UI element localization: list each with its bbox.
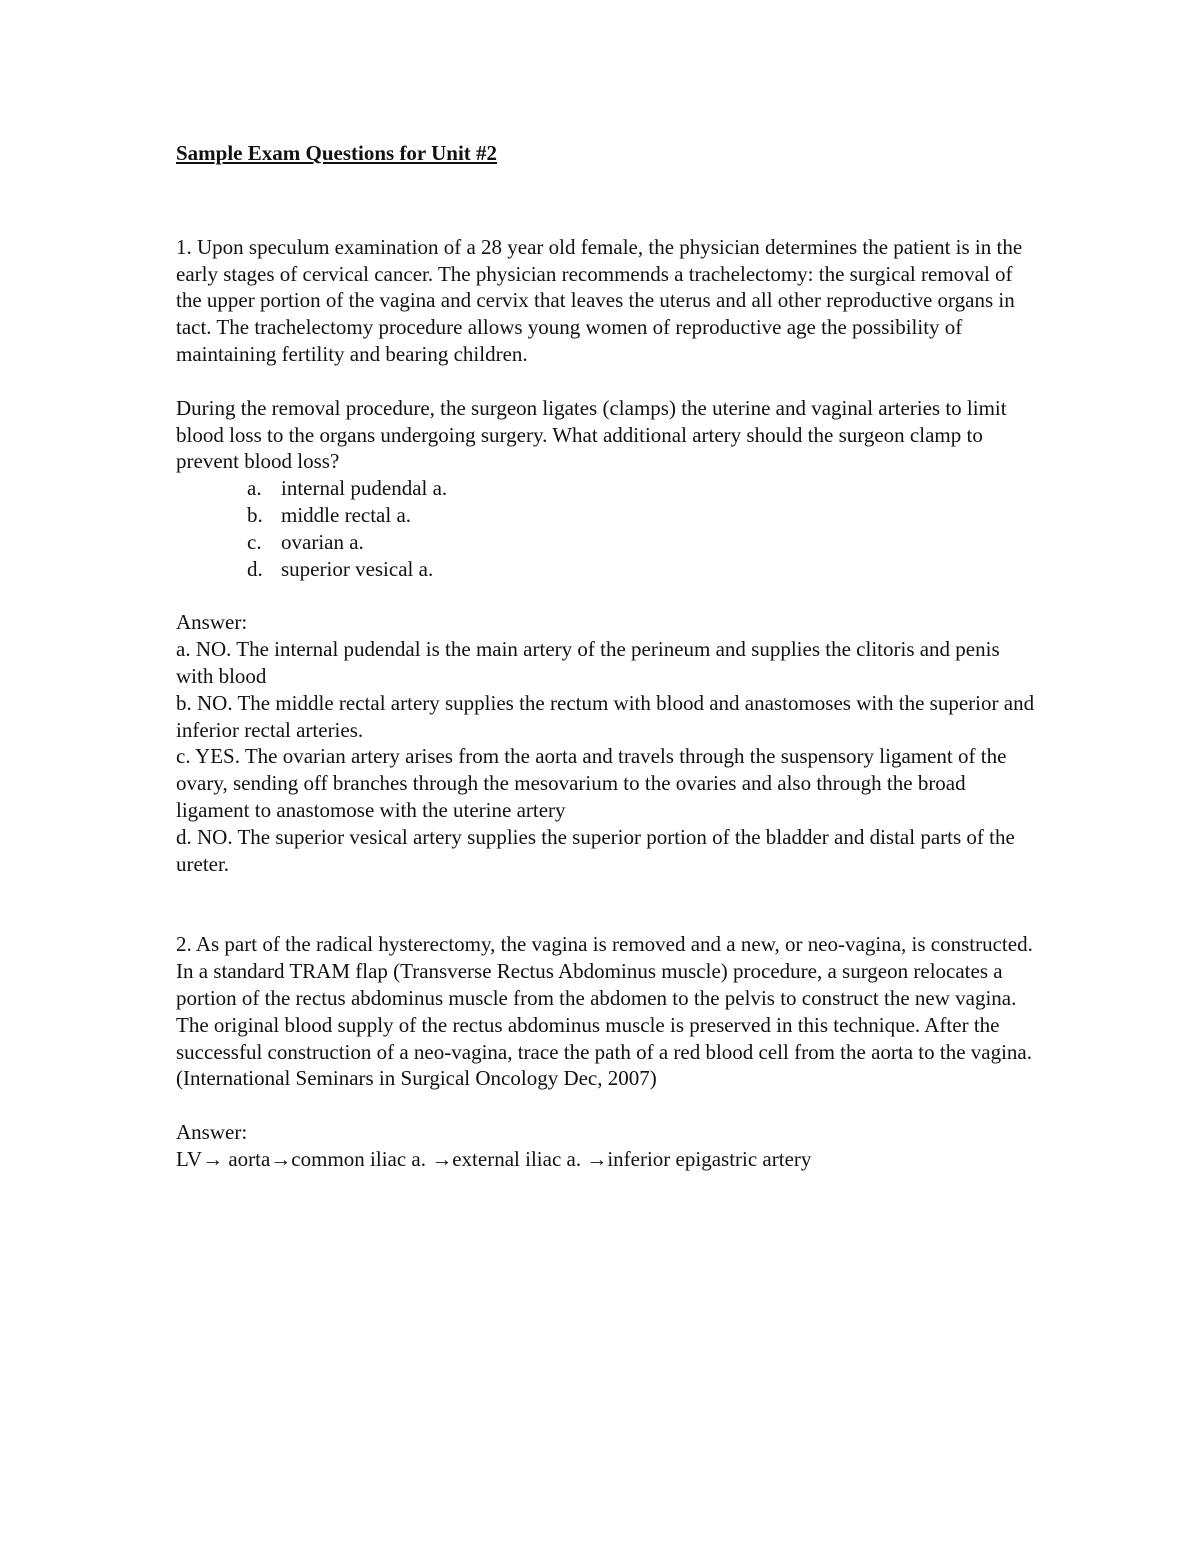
option-letter: d. <box>247 556 263 581</box>
spacer <box>176 368 1036 395</box>
document-title: Sample Exam Questions for Unit #2 <box>176 141 498 165</box>
option-text: superior vesical a. <box>281 556 434 581</box>
answer-c: c. YES. The ovarian artery arises from the aorta and travels through the suspensory ligament of the ovary, sending off branches through the mesovarium to the ovaries and also through the broad ligament to anastomose with the uterine artery <box>176 744 1007 822</box>
spacer <box>176 582 1036 609</box>
answer-b: b. NO. The middle rectal artery supplies the rectum with blood and anastomoses with the superior and inferior rectal arteries. <box>176 690 1035 742</box>
option-letter: b. <box>247 502 263 527</box>
option-letter: a. <box>247 476 262 501</box>
answer-label: Answer: <box>176 1120 248 1145</box>
question-1-options <box>176 475 1036 582</box>
answer-d: d. NO. The superior vesical artery supplies the superior portion of the bladder and distal parts of the ureter. <box>176 824 1015 876</box>
option-text: ovarian a. <box>281 529 364 554</box>
question-2-answer: LV→ aorta→common iliac a. →external iliac a. →inferior epigastric artery <box>176 1146 812 1171</box>
option-b <box>176 502 1036 529</box>
option-d <box>176 556 1036 583</box>
answer-label: Answer: <box>176 610 248 635</box>
option-text: middle rectal a. <box>281 502 412 527</box>
option-a <box>176 475 1036 502</box>
document-page <box>176 140 1036 1173</box>
option-letter: c. <box>247 529 262 554</box>
question-1-stem: 1. Upon speculum examination of a 28 year old female, the physician determines the patient is in the early stages of cervical cancer. The physician recommends a trachelectomy: the surgical removal of the upper portion of the vagina and cervix that leaves the uterus and all other reproductive organs in tact. The trachelectomy procedure allows young women of reproductive age the possibility of maintaining fertility and bearing children. <box>176 234 1023 366</box>
question-1-text: During the removal procedure, the surgeon ligates (clamps) the uterine and vaginal arteries to limit blood loss to the organs undergoing surgery. What additional artery should the surgeon clamp to prevent blood loss? <box>176 395 1007 474</box>
answer-a: a. NO. The internal pudendal is the main artery of the perineum and supplies the clitoris and penis with blood <box>176 637 1000 688</box>
spacer <box>176 1092 1036 1119</box>
question-2-stem: 2. As part of the radical hysterectomy, the vagina is removed and a new, or neo-vagina, is constructed. In a standard TRAM flap (Transverse Rectus Abdominus muscle) procedure, a surgeon relocates a portion of the rectus abdominus muscle from the abdomen to the pelvis to construct the new vagina. The original blood supply of the rectus abdominus muscle is preserved in this technique. After the successful construction of a neo-vagina, trace the path of a red blood cell from the aorta to the vagina. (International Seminars in Surgical Oncology Dec, 2007) <box>176 932 1033 1091</box>
spacer <box>176 877 1036 931</box>
option-c <box>176 529 1036 556</box>
option-text: internal pudendal a. <box>281 476 448 501</box>
